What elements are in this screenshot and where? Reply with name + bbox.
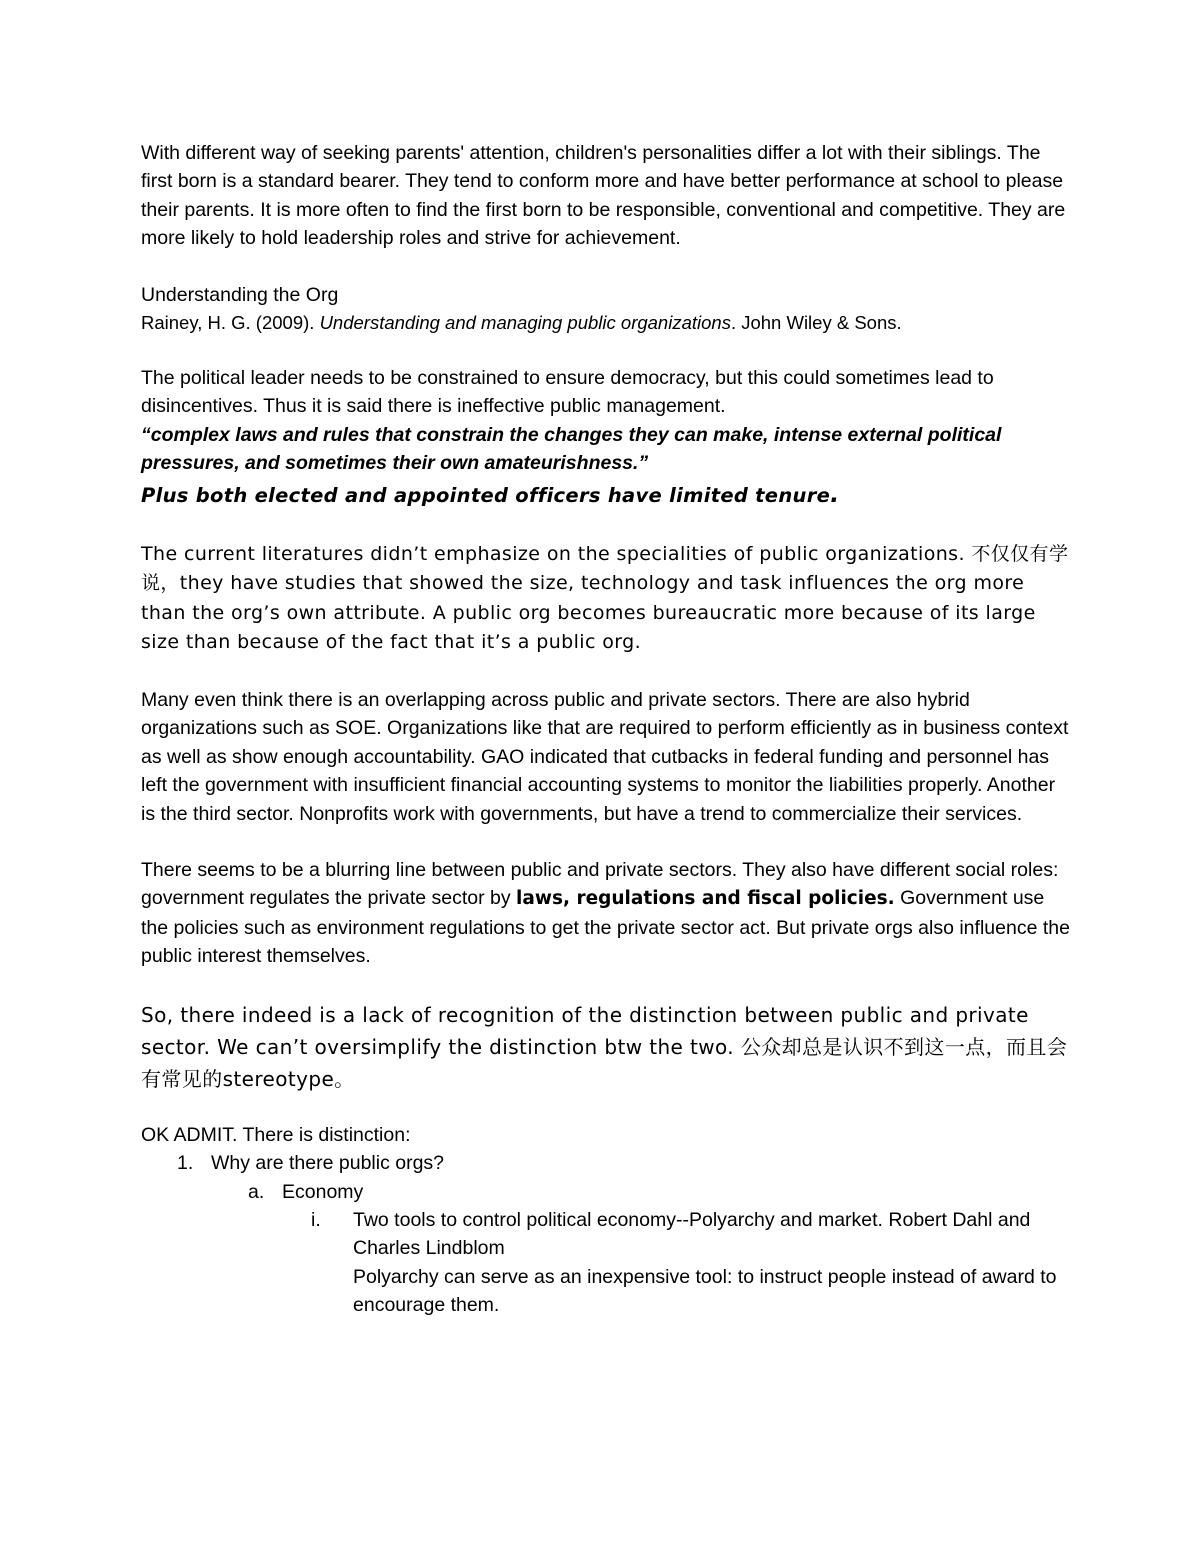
list-item-text-continued: Polyarchy can serve as an inexpensive tool: to instruct people instead of award to encourage them. (353, 1265, 1057, 1317)
paragraph-hybrid: Many even think there is an overlapping across public and private sectors. There are also hybrid organizations such as SOE. Organizations like that are required to perform efficiently as in business context as well as show enough accountability. GAO indicated that cutbacks in federal funding and personnel has left the government with insufficient financial accounting systems to monitor the liabilities properly. Another is the third sector. Nonprofits work with governments, but have a trend to commercialize their services. (141, 689, 1069, 825)
paragraph-siblings: With different way of seeking parents' attention, children's personalities differ a lot with their siblings. The first born is a standard bearer. They tend to conform more and have better performance at school to please their parents. It is more often to find the first born to be responsible, conventional and competitive. They are more likely to hold leadership roles and strive for achievement. (141, 142, 1066, 250)
quote-block: “complex laws and rules that constrain the changes they can make, intense external political pressures, and sometimes their own amateurishness.” (141, 423, 1002, 475)
citation-suffix: . John Wiley & Sons. (730, 312, 902, 334)
section-heading: Understanding the Org (141, 283, 339, 306)
list-item-1 (141, 1149, 1071, 1177)
outline-list (141, 1149, 1071, 1319)
blurring-before: There seems to be a blurring line between public and private sectors. They also have different social roles: government regulates the private sector by (141, 859, 1059, 910)
spacer (141, 658, 1071, 686)
spacer (141, 971, 1071, 999)
list-marker: i. (311, 1208, 321, 1231)
blurring-bold: laws, regulations and fiscal policies. (516, 888, 895, 910)
list-marker: a. (248, 1180, 265, 1203)
list-item-text: Two tools to control political economy--Polyarchy and market. Robert Dahl and Charles Lindblom (353, 1208, 1031, 1260)
citation (141, 309, 1071, 336)
list-item-text: Why are there public orgs? (211, 1152, 445, 1175)
paragraph-admit: OK ADMIT. There is distinction: (141, 1123, 411, 1146)
paragraph-so: So, there indeed is a lack of recognition of the distinction between public and private sector. We can’t oversimplify the distinction btw the two. 公众却总是认识不到这一点，而且会有常见的stereotype。 (141, 1002, 1068, 1091)
spacer (141, 512, 1071, 540)
list-item-1ai (141, 1206, 1071, 1320)
tenure-period: . (830, 479, 840, 508)
blurring-after: Government use the policies such as environment regulations to get the private sector act. But private orgs also influence the public interest themselves. (141, 887, 1070, 968)
paragraph-tenure (141, 478, 1071, 512)
tenure-text: Plus both elected and appointed officers have limited tenure (141, 483, 831, 507)
spacer (141, 253, 1071, 281)
paragraph-blurring (141, 856, 1071, 971)
list-item-1a (141, 1178, 1071, 1206)
citation-title: Understanding and managing public organizations (319, 312, 731, 334)
list-marker: 1. (177, 1152, 194, 1175)
spacer (141, 1095, 1071, 1121)
document-page (141, 139, 1071, 1320)
list-item-text: Economy (282, 1180, 364, 1203)
paragraph-political: The political leader needs to be constrained to ensure democracy, but this could sometimes lead to disincentives. Thus it is said there is ineffective public management. (141, 367, 994, 418)
spacer (141, 828, 1071, 856)
paragraph-literatures: The current literatures didn’t emphasize on the specialities of public organizations. 不仅仅有学说，they have studies that showed the size, technology and task influences the org more than the org’s own attribute. A public org becomes bureaucratic more because of its large size than because of the fact that it’s a public org. (141, 542, 1069, 654)
spacer (141, 336, 1071, 364)
citation-prefix: Rainey, H. G. (2009). (141, 312, 320, 334)
